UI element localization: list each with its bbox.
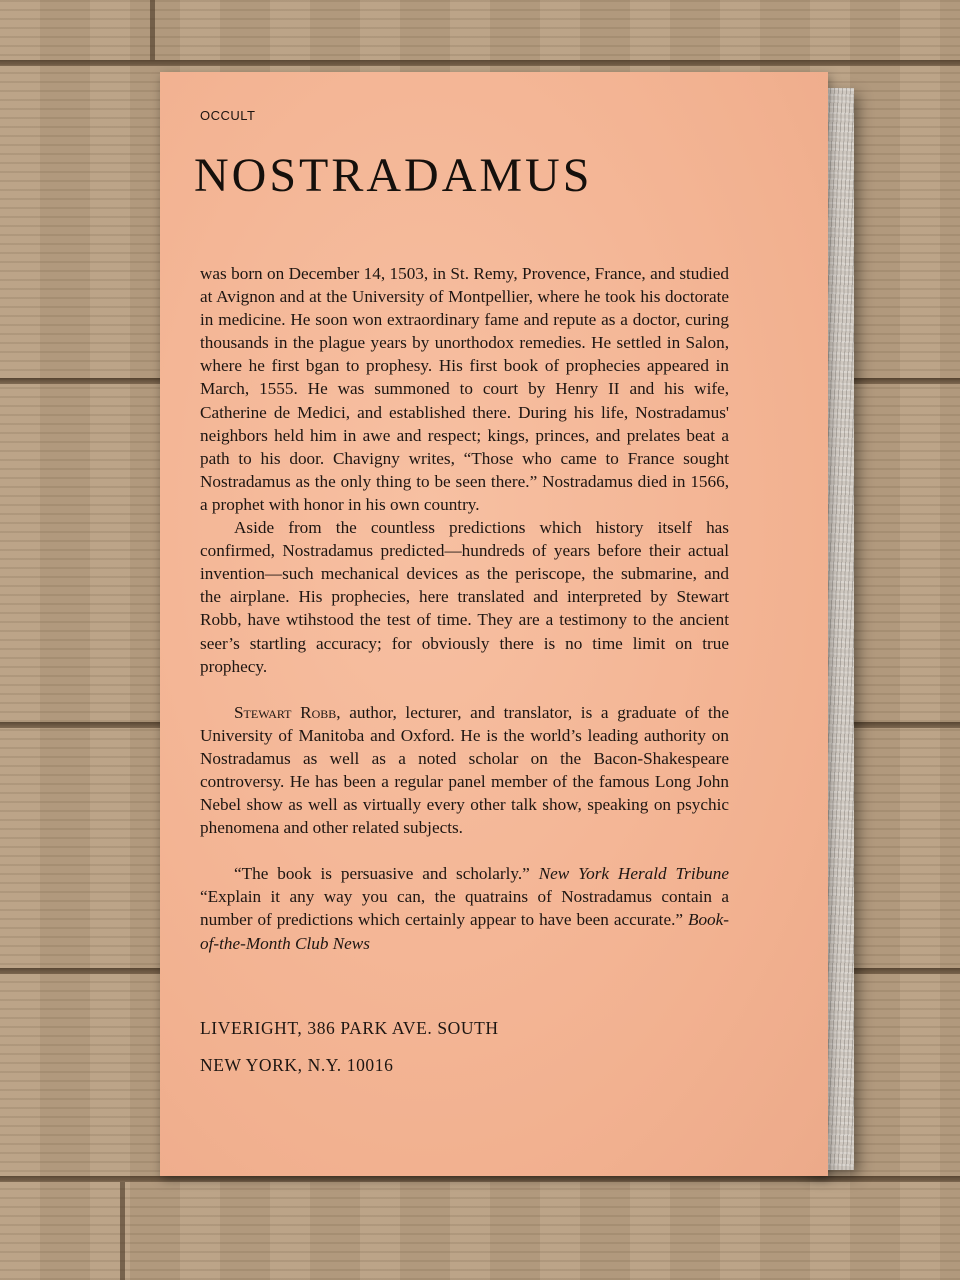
plank-seam	[0, 60, 960, 66]
plank-joint	[120, 1182, 125, 1280]
plank-joint	[150, 0, 155, 60]
publisher-line-2: NEW YORK, N.Y. 10016	[200, 1055, 394, 1075]
book-back-cover	[160, 72, 828, 1176]
author-name: Stewart Robb	[234, 702, 337, 722]
book-title: NOSTRADAMUS	[194, 149, 593, 202]
category-label: OCCULT	[200, 108, 256, 123]
review-source-2: Book-of-the-Month Club News	[200, 910, 729, 953]
publisher-line-1: LIVERIGHT, 386 PARK AVE. SOUTH	[200, 1018, 499, 1038]
author-bio	[200, 701, 729, 840]
publisher-address	[200, 1018, 499, 1092]
blurb-paragraph-2: Aside from the countless predictions which history itself has confirmed, Nostradamus predicted—hundreds of years before their actual invention—such mechanical devices as the periscope, the submarine, and the airplane. His prophecies, here translated and interpreted by Stewart Robb, have wtihstood the test of time. They are a testimony to the ancient seer’s startling accuracy; for obviously there is no time limit on true prophecy.	[200, 518, 729, 676]
blurb-paragraph-1: was born on December 14, 1503, in St. Remy, Provence, France, and studied at Avignon and at the University of Montpellier, where he took his doctorate in medicine. He soon won extraordinary fame and repute as a doctor, curing thousands in the plague years by unorthodox remedies. He settled in Salon, where he first bgan to prophesy. His first book of prophecies appeared in March, 1555. He was summoned to court by Henry II and his wife, Catherine de Medici, and established there. During his life, Nostradamus' neighbors held him in awe and respect; kings, princes, and prelates beat a path to his door. Chavigny writes, “Those who came to France sought Nostradamus as the only thing to be seen there.” Nostradamus died in 1566, a prophet with honor in his own country.	[200, 264, 729, 514]
review-quote-1: “The book is persuasive and scholarly.”	[234, 864, 530, 884]
blurb	[200, 262, 729, 955]
plank-seam	[0, 1176, 960, 1182]
review-quotes	[200, 862, 729, 954]
review-source-1: New York Herald Tribune	[538, 864, 729, 884]
review-quote-2: “Explain it any way you can, the quatrains of Nostradamus contain a number of predictions which certainly appear to have been accurate.”	[200, 887, 729, 930]
author-bio-text: , author, lecturer, and translator, is a graduate of the University of Manitoba and Oxford. He is the world’s leading authority on Nostradamus as well as a noted scholar on the Bacon-Shakespeare controversy. He has been a regular panel member of the famous Long John Nebel show as well as virtually every other talk show, speaking on psychic phenomena and other related subjects.	[200, 702, 729, 838]
